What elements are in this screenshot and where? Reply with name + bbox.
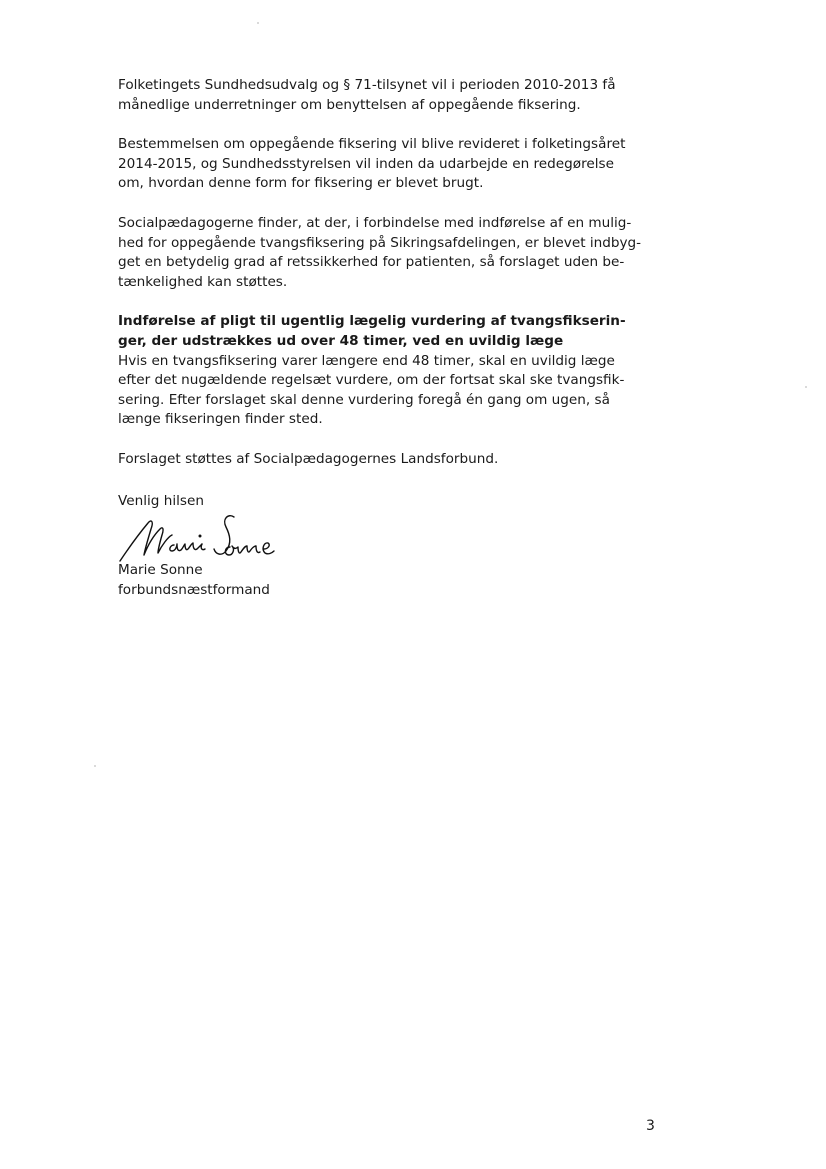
signature-drawing bbox=[118, 509, 288, 565]
text-line: tænkelighed kan støttes. bbox=[118, 273, 288, 290]
closing-block bbox=[118, 492, 678, 601]
text-line: 2014-2015, og Sundhedsstyrelsen vil inden da udarbejde en redegørelse bbox=[118, 155, 614, 172]
text-line: længe fikseringen finder sted. bbox=[118, 411, 323, 428]
section-heading: Indførelse af pligt til ugentlig lægelig vurdering af tvangsfikserin- bbox=[118, 313, 626, 330]
paragraph-support-reasoning bbox=[118, 214, 678, 292]
text-line: get en betydelig grad af retssikkerhed for patienten, så forslaget uden be- bbox=[118, 254, 625, 271]
page-number: 3 bbox=[646, 1118, 655, 1134]
text-line: Hvis en tvangsfiksering varer længere end 48 timer, skal en uvildig læge bbox=[118, 352, 615, 369]
text-line: efter det nugældende regelsæt vurdere, om der fortsat skal ske tvangsfik- bbox=[118, 372, 625, 389]
paragraph-revision bbox=[118, 135, 678, 194]
scan-speck bbox=[257, 22, 259, 24]
section-weekly-assessment bbox=[118, 312, 678, 430]
text-line: Forslaget støttes af Socialpædagogernes Landsforbund. bbox=[118, 450, 499, 467]
text-line: Bestemmelsen om oppegående fiksering vil blive revideret i folketingsåret bbox=[118, 136, 626, 153]
signatory-title: forbundsnæstformand bbox=[118, 581, 270, 598]
text-line: Folketingets Sundhedsudvalg og § 71-tilsynet vil i perioden 2010-2013 få bbox=[118, 77, 616, 93]
text-line: månedlige underretninger om benyttelsen af oppegående fiksering. bbox=[118, 96, 581, 113]
handwritten-signature bbox=[118, 509, 318, 565]
scan-speck bbox=[94, 765, 96, 767]
text-line: Socialpædagogerne finder, at der, i forbindelse med indførelse af en mulig- bbox=[118, 214, 632, 231]
text-line: hed for oppegående tvangsfiksering på Sikringsafdelingen, er blevet indbyg- bbox=[118, 234, 642, 251]
support-statement bbox=[118, 450, 678, 470]
paragraph-monthly-reports bbox=[118, 76, 678, 115]
section-heading: ger, der udstrækkes ud over 48 timer, ved en uvildig læge bbox=[118, 332, 564, 349]
greeting: Venlig hilsen bbox=[118, 492, 204, 509]
letter-body bbox=[118, 76, 678, 600]
text-line: om, hvordan denne form for fiksering er blevet brugt. bbox=[118, 175, 484, 192]
signatory-name: Marie Sonne bbox=[118, 562, 203, 579]
text-line: sering. Efter forslaget skal denne vurdering foregå én gang om ugen, så bbox=[118, 391, 610, 408]
scan-speck bbox=[805, 386, 807, 388]
